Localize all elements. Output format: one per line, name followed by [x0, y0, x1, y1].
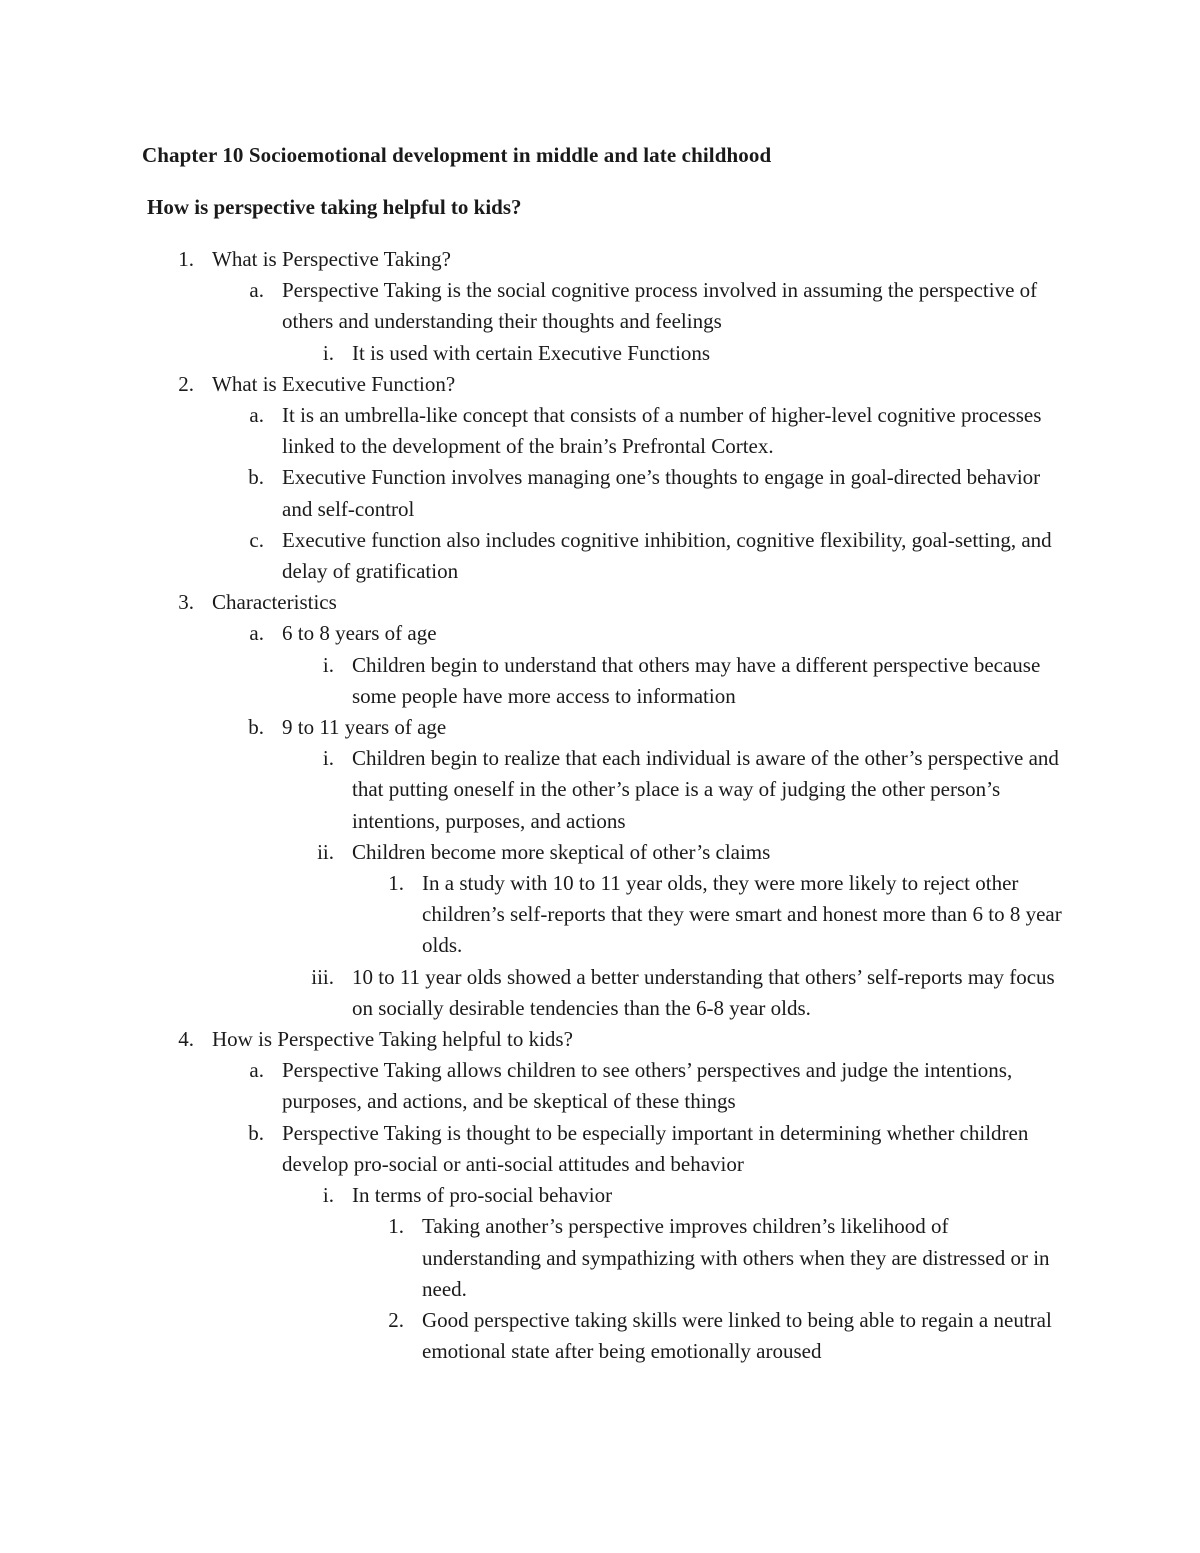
list-item	[0, 369, 1072, 400]
list-marker: b.	[248, 1120, 264, 1145]
list-marker: a.	[249, 1058, 264, 1083]
list-marker: 1.	[178, 247, 194, 271]
list-item-text: It is an umbrella-like concept that consists of a number of higher-level cognitive processes linked to the development of the brain’s Prefrontal Cortex.	[282, 403, 1042, 459]
list-item	[0, 275, 1072, 337]
list-item-text: Perspective Taking is the social cognitive process involved in assuming the perspective of others and understanding their thoughts and feelings	[282, 278, 1038, 334]
outline-list	[0, 244, 1200, 1367]
list-item-text: 10 to 11 year olds showed a better understanding that others’ self-reports may focus on socially desirable tendencies than the 6-8 year olds.	[352, 964, 1055, 1020]
list-marker: iii.	[311, 964, 334, 989]
list-item-text: In a study with 10 to 11 year olds, they were more likely to reject other children’s self-reports that they were smart and honest more than 6 to 8 year olds.	[422, 871, 1062, 958]
list-item	[0, 1305, 1072, 1367]
list-item	[0, 837, 1072, 868]
list-marker: b.	[248, 715, 264, 740]
list-item	[0, 244, 1072, 275]
list-item	[0, 868, 1072, 962]
list-item	[0, 1055, 1072, 1117]
list-item	[0, 1211, 1072, 1305]
list-item-text: Children begin to understand that others may have a different perspective because some people have more access to information	[352, 652, 1041, 708]
list-marker: 2.	[178, 371, 194, 396]
list-marker: i.	[322, 340, 334, 365]
list-item-text: How is Perspective Taking helpful to kids?	[212, 1027, 573, 1052]
list-marker: 4.	[178, 1027, 194, 1052]
list-item	[0, 587, 1072, 618]
page-title: Chapter 10 Socioemotional development in middle and late childhood	[142, 143, 772, 167]
list-marker: a.	[249, 278, 264, 303]
list-item-text: 9 to 11 years of age	[282, 715, 447, 740]
list-item-text: Perspective Taking is thought to be especially important in determining whether children develop pro-social or anti-social attitudes and behavior	[282, 1120, 1029, 1176]
list-item-text: What is Executive Function?	[212, 371, 456, 396]
section-heading: How is perspective taking helpful to kids?	[147, 195, 522, 219]
list-marker: c.	[249, 527, 264, 552]
list-item-text: Children begin to realize that each individual is aware of the other’s perspective and that putting oneself in the other’s place is a way of judging the other person’s intentions, purposes, and actions	[352, 746, 1059, 833]
list-item	[0, 1180, 1072, 1211]
list-marker: b.	[248, 465, 264, 490]
list-item-text: It is used with certain Executive Functions	[352, 340, 711, 365]
list-marker: ii.	[317, 839, 334, 864]
list-item-text: Executive Function involves managing one’s thoughts to engage in goal-directed behavior and self-control	[282, 465, 1041, 521]
list-item-text: Good perspective taking skills were linked to being able to regain a neutral emotional state after being emotionally aroused	[422, 1307, 1052, 1364]
list-marker: 2.	[388, 1307, 404, 1332]
list-marker: a.	[249, 621, 264, 646]
list-marker: 1.	[388, 1214, 404, 1239]
list-marker: i.	[322, 652, 334, 677]
list-item	[0, 462, 1072, 524]
list-item-text: Characteristics	[212, 590, 337, 615]
list-item	[0, 962, 1072, 1024]
list-item-text: Perspective Taking allows children to see others’ perspectives and judge the intentions, purposes, and actions, and be skeptical of these things	[282, 1058, 1013, 1114]
list-marker: i.	[322, 1183, 334, 1208]
list-item	[0, 712, 1072, 743]
list-item-text: Children become more skeptical of other’s claims	[352, 839, 771, 864]
list-item-text: In terms of pro-social behavior	[352, 1183, 613, 1208]
list-item	[0, 400, 1072, 462]
list-item-text: 6 to 8 years of age	[282, 621, 437, 646]
list-item	[0, 618, 1072, 649]
list-item-text: Executive function also includes cognitive inhibition, cognitive flexibility, goal-setting, and delay of gratification	[282, 527, 1052, 584]
list-item	[0, 1118, 1072, 1180]
list-item-text: Taking another’s perspective improves children’s likelihood of understanding and sympathizing with others when they are distressed or in need.	[422, 1214, 1050, 1301]
list-marker: 3.	[178, 590, 194, 615]
list-marker: a.	[249, 403, 264, 428]
list-marker: 1.	[388, 871, 404, 896]
list-item	[0, 1024, 1072, 1055]
list-item	[0, 338, 1072, 369]
list-marker: i.	[322, 746, 334, 771]
list-item	[0, 743, 1072, 837]
list-item	[0, 650, 1072, 712]
list-item	[0, 525, 1072, 587]
list-item-text: What is Perspective Taking?	[212, 247, 451, 271]
